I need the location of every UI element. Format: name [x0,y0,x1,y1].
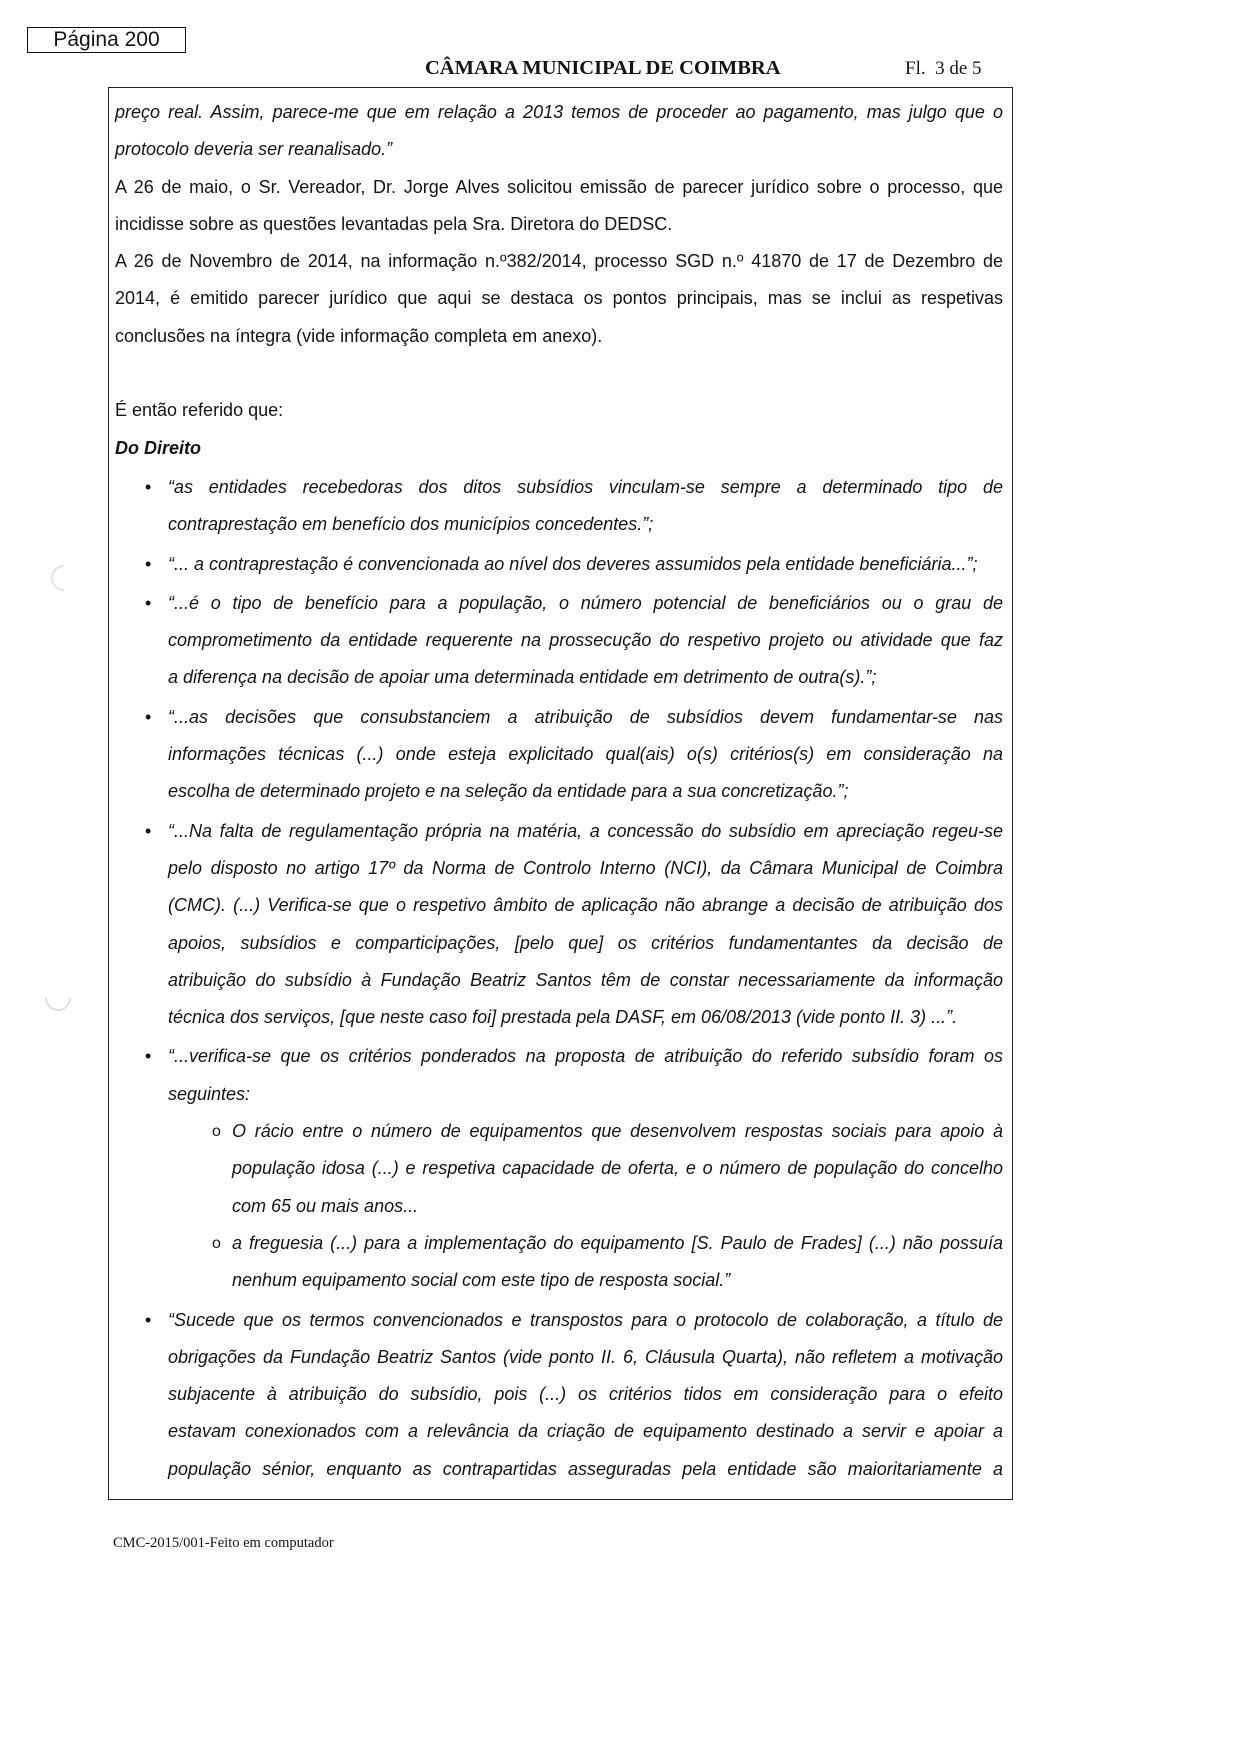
bullet-line: a diferença na decisão de apoiar uma determinada entidade em detrimento de outra(s).”; [168,667,877,688]
lead-in-text: É então referido que: [115,400,284,421]
sub-bullet-line: população idosa (...) e respetiva capacidade de oferta, e o número de população do concelho [232,1158,1003,1179]
bullet-line: população sénior, enquanto as contrapartidas asseguradas pela entidade são maioritariamente a [168,1458,1003,1479]
request-paragraph [115,169,1003,244]
bullet-line: obrigações da Fundação Beatriz Santos (vide ponto II. 6, Cláusula Quarta), não refletem a motivação [168,1346,1003,1367]
bullet-item [115,1302,1003,1488]
bullet-item [115,469,1003,544]
bullet-marker: • [145,553,152,574]
sub-bullet-line: O rácio entre o número de equipamentos que desenvolvem respostas sociais para apoio à [232,1121,1003,1142]
sub-bullet-item [212,1225,1003,1300]
quote-line: protocolo deveria ser reanalisado.” [115,139,393,160]
quote-line: preço real. Assim, parece-me que em relação a 2013 temos de proceder ao pagamento, mas julgo que o [115,102,1003,122]
sub-bullet-line: com 65 ou mais anos... [232,1195,419,1216]
bullet-line: “...as decisões que consubstanciem a atribuição de subsídios devem fundamentar-se nas [168,706,1003,727]
punch-hole-mark [52,566,64,590]
bullet-item [115,546,1003,583]
bullet-line: subjacente à atribuição do subsídio, pois (...) os critérios tidos em consideração para o efeito [168,1384,1003,1405]
bullet-line: “... a contraprestação é convencionada ao nível dos deveres assumidos pela entidade beneficiária...”; [168,553,978,574]
bullet-line: atribuição do subsídio à Fundação Beatriz Santos têm de constar necessariamente da informação [168,969,1003,990]
bullet-item [115,813,1003,1037]
sub-bullet-marker: o [212,1123,221,1141]
bullet-marker: • [145,1046,152,1067]
bullet-line: “...Na falta de regulamentação própria na matéria, a concessão do subsídio em apreciação regeu-se [168,820,1003,841]
bullet-line: seguintes: [168,1083,251,1104]
bullet-line: apoios, subsídios e comparticipações, [pelo que] os critérios fundamentantes da decisão de [168,932,1003,953]
bullet-marker: • [145,820,152,841]
sub-bullet-line: a freguesia (...) para a implementação do equipamento [S. Paulo de Frades] (...) não possuía [232,1232,1003,1253]
paragraph-line: A 26 de maio, o Sr. Vereador, Dr. Jorge Alves solicitou emissão de parecer jurídico sobre o processo, que [115,176,1003,197]
bullet-line: comprometimento da entidade requerente na prossecução do respetivo projeto ou atividade que faz [168,630,1003,651]
paragraph-line: conclusões na íntegra (vide informação completa em anexo). [115,325,603,346]
bullet-line: técnica dos serviços, [que neste caso foi] prestada pela DASF, em 06/08/2013 (vide ponto II. 3) ...”. [168,1007,958,1028]
document-header-title: CÂMARA MUNICIPAL DE COIMBRA [425,57,781,79]
sub-bullet-list [168,1113,1003,1299]
bullet-item [115,699,1003,811]
bullet-marker: • [145,592,152,613]
bullet-line: estavam conexionados com a relevância da criação de equipamento destinado a servir e apoiar a [168,1421,1003,1442]
bullet-list [115,469,1003,1488]
footer-reference: CMC-2015/001-Feito em computador [113,1535,334,1551]
bullet-marker: • [145,476,152,497]
bullet-line: “as entidades recebedoras dos ditos subsídios vinculam-se sempre a determinado tipo de [168,476,1003,497]
section-heading: Do Direito [115,437,202,458]
sub-bullet-marker: o [212,1234,221,1252]
paragraph-line: A 26 de Novembro de 2014, na informação n.º382/2014, processo SGD n.º 41870 de 17 de Dezembro de [115,251,1003,272]
bullet-line: “Sucede que os termos convencionados e transpostos para o protocolo de colaboração, a título de [168,1309,1003,1330]
bullet-line: contraprestação em benefício dos municípios concedentes.”; [168,514,654,535]
bullet-line: escolha de determinado projeto e na seleção da entidade para a sua concretização.”; [168,781,849,802]
bullet-line: informações técnicas (...) onde esteja explicitado qual(ais) o(s) critérios(s) em consideração na [168,744,1003,765]
bullet-marker: • [145,1309,152,1330]
punch-hole-mark [46,998,70,1010]
sub-bullet-item [212,1113,1003,1225]
sub-bullet-line: nenhum equipamento social com este tipo de resposta social.” [232,1270,731,1291]
page-number-label: Página 200 [27,27,186,53]
content-frame [108,87,1013,1500]
bullet-item [115,585,1003,697]
opinion-paragraph [115,243,1003,355]
paragraph-line: incidisse sobre as questões levantadas pela Sra. Diretora do DEDSC. [115,213,673,234]
bullet-item [115,1038,1003,1299]
bullet-line: (CMC). (...) Verifica-se que o respetivo âmbito de aplicação não abrange a decisão de atribuição dos [168,895,1003,916]
paragraph-line: 2014, é emitido parecer jurídico que aqui se destaca os pontos principais, mas se inclui as respetivas [115,288,1003,309]
bullet-line: “...é o tipo de benefício para a população, o número potencial de beneficiários ou o grau de [168,592,1003,613]
folio-indicator: Fl. 3 de 5 [905,58,982,79]
bullet-line: “...verifica-se que os critérios ponderados na proposta de atribuição do referido subsídio foram os [168,1046,1003,1067]
punch-hole-marks [0,0,110,1100]
quoted-excerpt-end [115,94,1003,169]
bullet-line: pelo disposto no artigo 17º da Norma de Controlo Interno (NCI), da Câmara Municipal de Coimbra [168,857,1003,878]
bullet-marker: • [145,706,152,727]
